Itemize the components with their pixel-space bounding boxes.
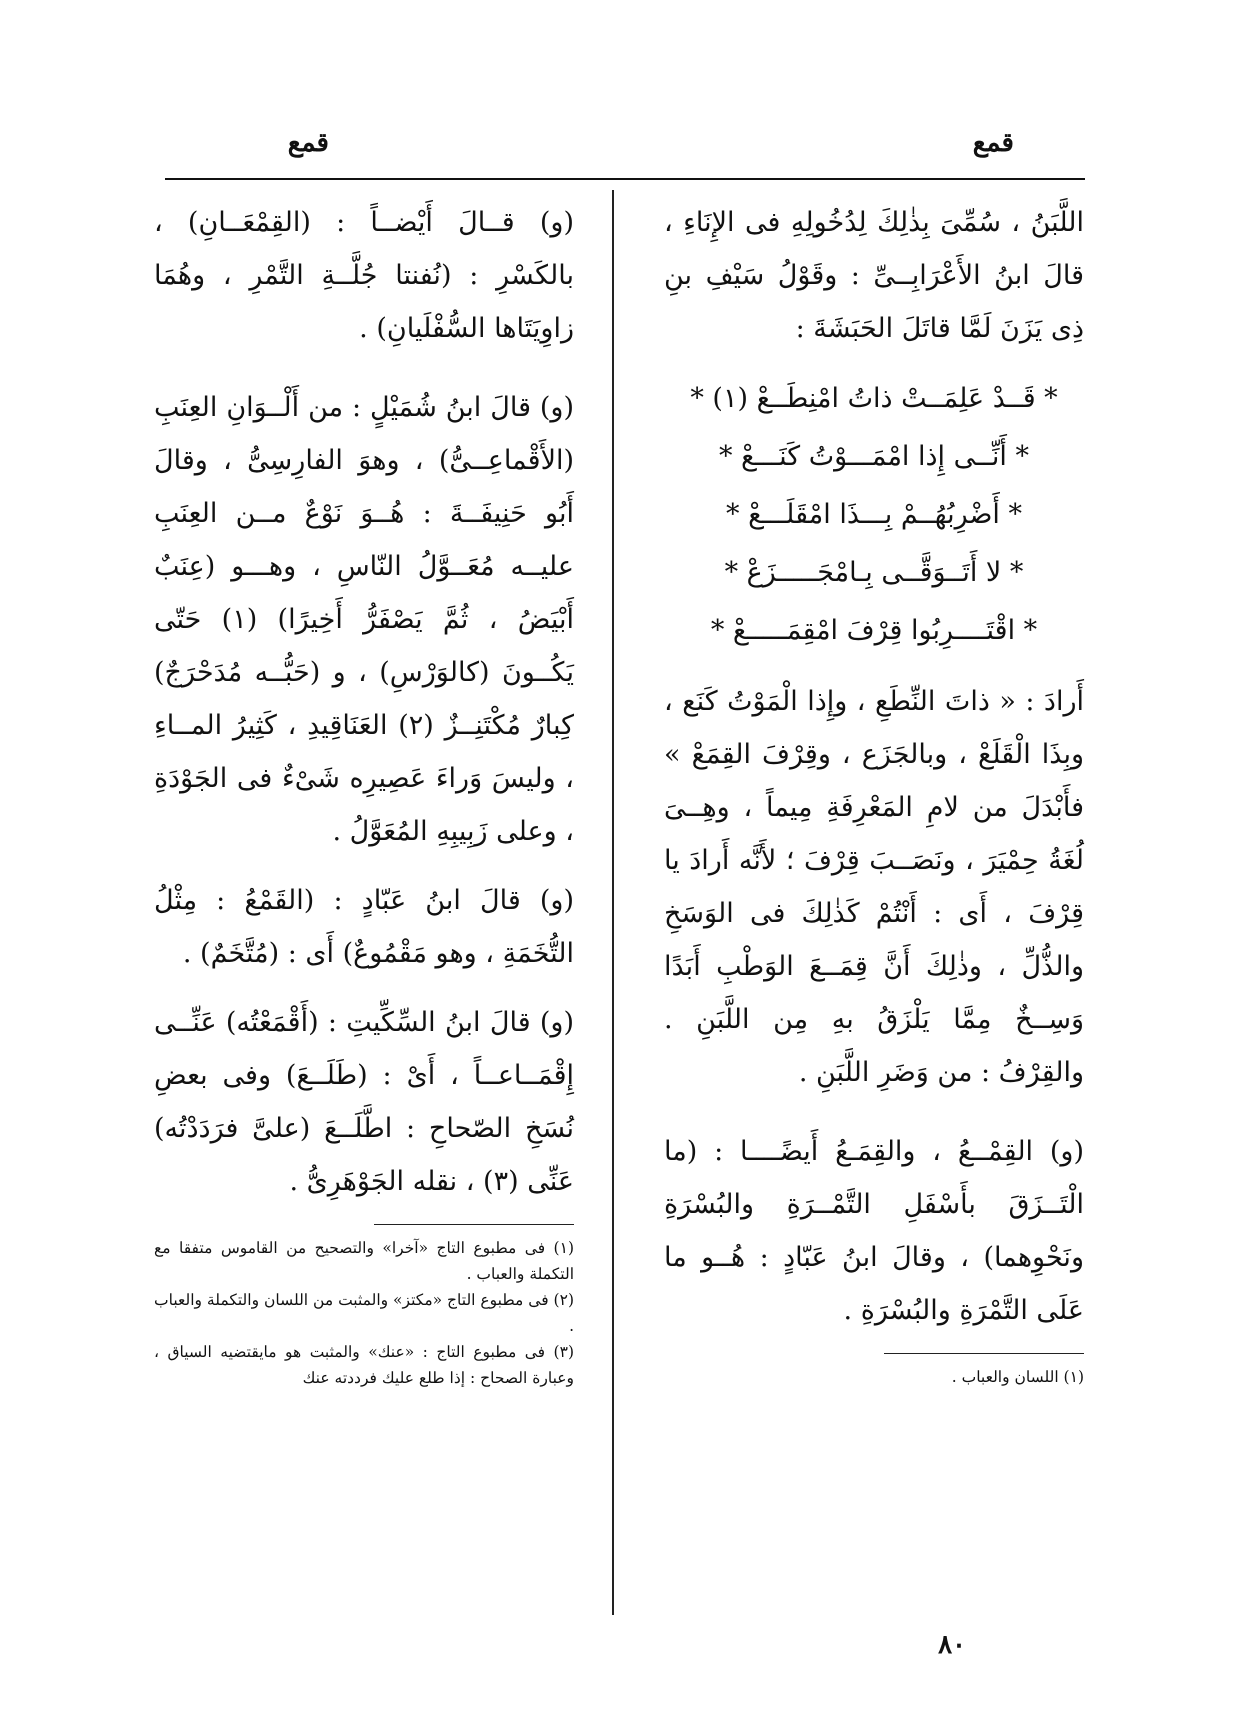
verse-line: * قَــدْ عَلِمَــتْ ذاتُ امْنِطَــعْ (١) * — [690, 383, 1058, 414]
verse-line: * اقْتَــــرِبُوا قِرْفَ امْقِمَـــــعْ * — [710, 615, 1038, 646]
left-paragraph-3: (و) قالَ ابنُ عَبّادٍ : (القَمْعُ : مِثْلُ التُّخَمَةِ ، وهو مَقْمُوعٌ) أَى : (مُتَّخَمٌ) . — [154, 885, 574, 969]
page-number: ٨٠ — [938, 1630, 966, 1660]
right-column — [664, 196, 1084, 1390]
footnote-rule — [884, 1353, 1084, 1354]
running-head-right: قمع — [972, 128, 1014, 158]
column-divider — [612, 190, 614, 1615]
verse-line: * أَنِّــى إِذا امْمَـــوْتُ كَنَـــعْ * — [718, 441, 1030, 472]
verse-line: * أَضْرِبُهُــمْ بِـــذَا امْقَلَـــعْ * — [726, 499, 1022, 530]
right-paragraph-3: (و) القِمْــعُ ، والقِمَـعُ أَيضًــــا : (ما الْتَــزَقَ بأَسْفَلِ التَّمْــرَةِ والبُسْرَةِ ونَحْوِهما) ، وقالَ ابنُ عَبّادٍ : هُــو ما عَلَى التَّمْرَةِ والبُسْرَةِ . — [664, 1136, 1084, 1326]
footnote: (١) اللسان والعباب . — [951, 1368, 1084, 1386]
left-column — [154, 196, 574, 1391]
left-paragraph-2: (و) قالَ ابنُ شُمَيْلٍ : من أَلْــوَانِ العِنَبِ (الأَقْماعِــىُّ) ، وهوَ الفارِسِىُّ ، وقالَ أَبُو حَنِيفَــةَ : هُــوَ نَوْعٌ مــن العِنَبِ عليــه مُعَــوَّلُ النّاسِ ، وهـــو (عِنَبٌ أَبْيَضُ ، ثُمَّ يَصْفَرُّ أَخِيرًا) (١) حَتّى يَكُــونَ (كالوَرْسِ) ، و (حَبُّــه مُدَحْرَجٌ) كِبارٌ مُكْتَنِــزٌ (٢) العَنَاقِيدِ ، كَثِيرُ المــاءِ ، وليسَ وَراءَ عَصِيرِه شَىْءٌ فى الجَوْدَةِ ، وعلى زَبِيبِهِ المُعَوَّلُ . — [154, 392, 575, 847]
right-paragraph-1: اللَّبَنُ ، سُمِّىَ بِذٰلِكَ لِدُخُولِهِ فى الإِنَاءِ ، قالَ ابنُ الأَعْرَابِــىِّ : وقَوْلُ سَيْفِ بنِ ذِى يَزَنَ لَمَّا قاتَلَ الحَبَشَةَ : — [664, 207, 1084, 344]
right-paragraph-2: أَرادَ : « ذاتَ النِّطَعِ ، وإِذا الْمَوْتُ كَنَع ، وبِذَا الْقَلَعْ ، وبالجَزَع ، وقِرْفَ القِمَعْ » فأَبْدَلَ من لامِ المَعْرِفَةِ مِيماً ، وهِــىَ لُغَةُ حِمْيَرَ ، ونَصَــبَ قِرْفَ ؛ لأَنَّه أَرادَ يا قِرْفَ ، أَى : أَنْتُمْ كَذٰلِكَ فى الوَسَخِ والذُّلِّ ، وذٰلِكَ أَنَّ قِمَــعَ الوَطْبِ أَبَدًا وَسِــخٌ مِمَّا يَلْزَقُ بهِ مِن اللَّبَنِ . والقِرْفُ : من وَضَرِ اللَّبَنِ . — [664, 686, 1084, 1088]
left-paragraph-1: (و) قــالَ أَيْضــاً : (القِمْعَــانِ) ، بالكَسْرِ : (نُفنتا جُلَّــةِ التَّمْرِ ، وهُمَا زاوِيَتَاها السُّفْلَيانِ) . — [154, 207, 574, 344]
footnote: (١) فى مطبوع التاج «آخرا» والتصحيح من القاموس متفقا مع التكملة والعباب . — [154, 1239, 574, 1283]
footnote: (٢) فى مطبوع التاج «مكتز» والمثبت من اللسان والتكملة والعباب . — [154, 1291, 574, 1335]
running-head-left: قمع — [287, 128, 329, 158]
verse-line: * لا أَتَــوَقَّــى بِـامْجَـــــزَعْ * — [724, 557, 1024, 588]
footnote-rule — [374, 1224, 574, 1225]
left-paragraph-4: (و) قالَ ابنُ السِّكِّيتِ : (أَقْمَعْتُه) عَنِّــى إِقْمَــاعــاً ، أَىْ : (طَلَــعَ) وفى بعضِ نُسَخِ الصّحاحِ : اطَّلَــعَ (علىَّ فرَدَدْتُه) عَنِّى (٣) ، نقله الجَوْهَرِىُّ . — [154, 1007, 574, 1197]
footnote: (٣) فى مطبوع التاج : «عنك» والمثبت هو مايقتضيه السياق ، وعبارة الصحاح : إذا طلع عليك فرددته عنك — [154, 1343, 574, 1387]
poem-verses — [664, 371, 1084, 661]
header-rule — [165, 178, 1085, 180]
